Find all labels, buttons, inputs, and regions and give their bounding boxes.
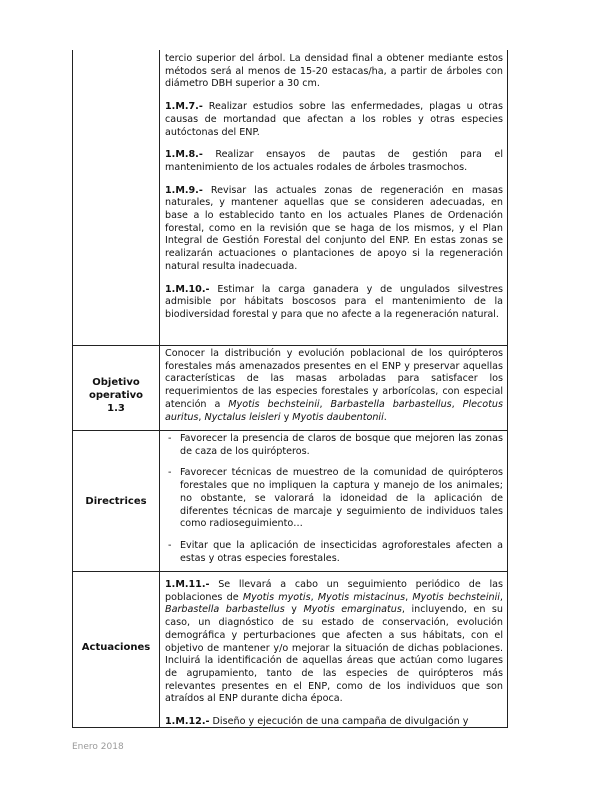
measure-1m11 [165,579,503,706]
label-cell-empty [73,50,160,345]
table-row-objective [73,345,507,431]
dash-bullet: - [168,467,172,479]
content-cell [160,345,507,433]
label-cell [73,430,160,571]
separator: y [284,604,304,616]
row-label-guidelines: Directrices [85,496,147,507]
measure-code: 1.M.8.- [165,149,203,161]
separator: , [310,591,318,603]
row-label-objective: Objetivo operativo 1.3 [88,377,144,414]
table-row-actions-continued [73,50,507,346]
objective-text [165,348,503,424]
measure-text: Revisar las actuales zonas de regeneración en masas naturales, y mantener aquellas que se consideren adecuadas, en base a lo establecido tanto en los actuales Planes de Ordenación forestal, como en la revisión que se haga de los mismos, y el Plan Integral de Gestión Forestal del conjunto del ENP. En estas zonas se realizarán actuaciones o plantaciones de apoyo si la regeneración natural resulta inadecuada. [165,184,503,272]
list-item-text: Favorecer técnicas de muestreo de la comunidad de quirópteros forestales que no impliquen la captura y manejo de los animales; no obstante, se valorará la idoneidad de la aplicación de diferentes técnicas de marcaje y seguimiento de individuos tales como radioseguimiento… [180,467,503,530]
measure-code: 1.M.12.- [165,716,210,728]
measure-1m8 [165,149,503,174]
objective-text-body: Conocer la distribución y evolución poblacional de los quirópteros forestales más amenazados presentes en el ENP y preservar aquellas características de las masas arboladas para satisfacer los requerimientos de las especies forestales y arborícolas, con especial atención a [165,348,503,410]
content-cell [160,430,507,574]
separator: . [383,411,387,423]
measure-1m10 [165,284,503,322]
measure-text: Diseño y ejecución de una campaña de divulgación y [209,716,469,728]
species-name: Barbastella barbastellus [330,398,452,410]
measure-text: , incluyendo, en su caso, un diagnóstico de su estado de conservación, evolución demográfica y perturbaciones que afecten a sus hábitats, con el objetivo de mantener y/o mejorar la situación de dichas poblaciones. Incluirá la identificación de aquellas áreas que actúan como lugares de agrupamiento, tanto de las especies de quirópteros más relevantes presentes en el ENP, como de los individuos que son atraídos al ENP durante dicha época. [165,604,503,705]
separator: y [280,411,293,423]
measure-text: Realizar ensayos de pautas de gestión para el mantenimiento de los actuales rodales de árboles trasmochos. [165,149,503,173]
content-cell [160,571,507,729]
measure-text: Estimar la carga ganadera y de ungulados silvestres admisible por hábitats boscosos para el mantenimiento de la biodiversidad forestal y para que no afecte a la regeneración natural. [165,283,503,320]
measure-code: 1.M.9.- [165,184,203,196]
separator: , [499,591,503,603]
label-cell [73,345,160,430]
species-name: Myotis mistacinus [317,591,406,603]
list-item [165,433,503,458]
species-name: Barbastella barbastellus [165,604,285,616]
species-name: Myotis bechsteinii [412,591,500,603]
measure-text: Realizar estudios sobre las enfermedades, plagas u otras causas de mortandad que afectan a los robles y otras especies autóctonas del ENP. [165,101,503,138]
label-cell [73,571,160,727]
measure-1m9 [165,185,503,274]
list-item-text: Favorecer la presencia de claros de bosque que mejoren las zonas de caza de los quirópteros. [180,433,503,457]
row-label-actions: Actuaciones [81,642,151,653]
species-name: Myotis daubentonii [292,411,384,423]
dash-bullet: - [168,539,172,551]
paragraph-continued: tercio superior del árbol. La densidad final a obtener mediante estos métodos será al menos de 15-20 estacas/ha, a partir de árboles con diámetro DBH superior a 30 cm. [165,53,503,90]
separator: , [451,398,463,410]
measure-1m12 [165,716,503,729]
content-cell [160,50,507,332]
species-name: Nyctalus leisleri [204,411,281,423]
species-name: Plecotus auritus [165,398,503,423]
dash-bullet: - [168,433,172,444]
species-name: Myotis bechsteinii [228,398,320,410]
page-footer-date: Enero 2018 [72,742,124,752]
guidelines-list [165,433,503,565]
measure-1m7 [165,101,503,139]
measure-code: 1.M.11.- [165,579,210,590]
species-name: Myotis emarginatus [303,604,402,616]
table-row-guidelines [73,430,507,572]
measure-text: Se llevará a cabo un seguimiento periódico de las poblaciones de [165,579,503,603]
separator: , [319,398,331,410]
list-item [165,467,503,531]
separator: , [198,411,205,423]
table-row-actions [73,571,507,727]
separator: , [405,591,413,603]
list-item-text: Evitar que la aplicación de insecticidas agroforestales afecten a estas y otras especies forestales. [180,539,503,564]
species-name: Myotis myotis [242,591,311,603]
list-item [165,540,503,565]
measure-code: 1.M.7.- [165,101,203,113]
measure-code: 1.M.10.- [165,283,210,295]
document-table [72,50,508,728]
